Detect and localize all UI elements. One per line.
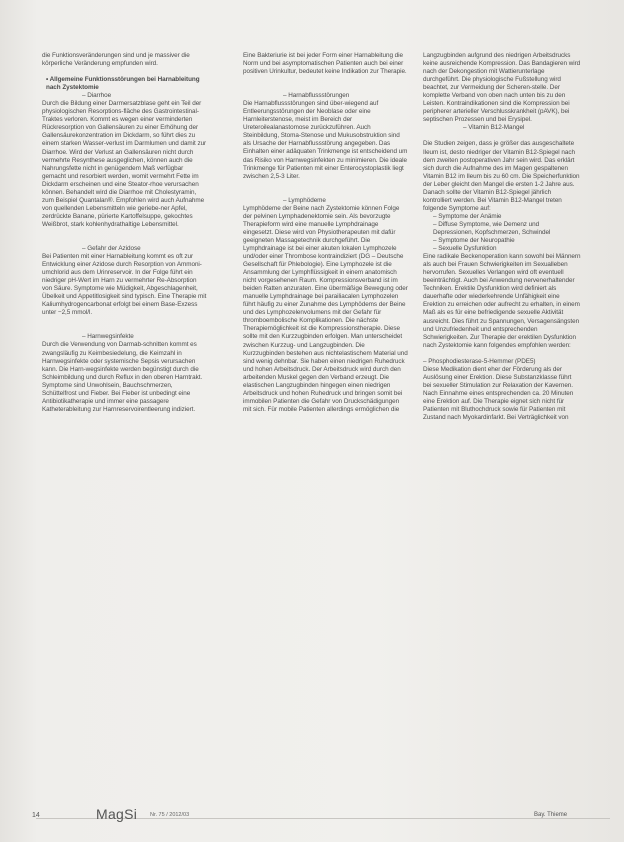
list-item: – Diffuse Symptome, wie Demenz und Depressionen, Kopfschmerzen, Schwindel xyxy=(433,220,551,236)
list-item: – Symptome der Anämie xyxy=(433,212,502,220)
column-middle xyxy=(243,52,408,414)
footer-source: Bay. Thieme xyxy=(534,812,568,818)
paragraph-sexual: Eine radikale Beckenoperation kann sowohl bei Männern als auch bei Frauen Schwierigkeiten im Sexualleben hervorrufen. Sexuelles Verlangen wird oft eventuell beeinträchtigt. Auch bei Anwendung nervenerhaltender Techniken. Erektile Dysfunktion wird definiert als dauerhafte oder wiederkehrende Unfähigkeit eine Erektion zu erreichen oder aufrecht zu erhalten, in einem Maß als es für eine befriedigende sexuelle Aktivität ausreicht. Dies führt zu Spannungen, Versagensängsten und Unzufriedenheit und entsprechenden Schwierigkeiten. Zur Therapie der erektilen Dysfunktion nach Zystektomie kann folgendes empfohlen werden: xyxy=(423,253,581,349)
paragraph-langzug: Langzugbinden aufgrund des niedrigen Arbeitsdrucks keine ausreichende Kompression. Das Bandagieren wird nach der Dekongestion mit Wattierunterlage durchgeführt. Die physiologische Fußstellung wird beachtet, zur Vermeidung der Scheren-stelle. Der komplette Verband von oben nach unten bis zu den Leisten. Kontraindikationen sind die Kompression bei peripherer arterieller Verschlusskrankheit (pAVK), bei septischen Prozessen und bei Erysipel. xyxy=(423,52,581,124)
paragraph-vitamin: Die Studien zeigen, dass je größer das ausgeschaltete Ileum ist, desto niedriger der Vitamin B12-Spiegel nach dem zweiten postoperativen Jahr sein wird. Das erklärt sich durch die Aufnahme des im Magen gespaltenen Vitamin B12 im Ileum bis zu 60 cm. Die Speicherfunktion der Leber gleicht den Mangel die ersten 1-2 Jahre aus. Danach sollte der Vitamin B12-Spiegel jährlich kontrolliert werden. Bei Vitamin B12-Mangel treten folgende Symptome auf: xyxy=(423,140,580,212)
issue-info: Nr. 75 / 2012/03 xyxy=(150,812,190,818)
section-heading: • Allgemeine Funktionsstörungen bei Harnableitung nach Zystektomie xyxy=(46,76,200,92)
paragraph-harnwegsinfekte: Durch die Verwendung von Darmab-schnitten kommt es zwangsläufig zu Keimbesiedelung, die Keimzahl in Harnwegsinfekte oder systemische Sepsis verursachen kann. Die Harn-wegsinfekte werden begünstigt durch die Schleimbildung und durch Reflux in den oberen Harntrakt. Symptome sind Unwohlsein, Bauchschmerzen, Schüttelfrost und Fieber. Bei Fieber ist unbedingt eine Antibiotikatherapie und immer eine passagere Katheterableitung zur Harnreservoirentleerung indiziert. xyxy=(42,341,203,413)
column-left xyxy=(42,52,207,414)
subheading-pde: – Phosphodiesterase-5-Hemmer (PDE5) xyxy=(423,357,536,365)
magazine-title: MagSi xyxy=(96,806,138,822)
subheading-lymphoedeme: – Lymphödeme xyxy=(283,196,326,204)
subheading-azidose: – Gefahr der Azidose xyxy=(82,244,141,252)
list-item: – Symptome der Neuropathie xyxy=(433,237,515,245)
paragraph-pde: Diese Medikation dient eher der Förderung als der Auslösung einer Erektion. Diese Substanzklasse führt bei sexueller Stimulation zur Relaxation der Kavernen. Nach Einnahme eines entsprechenden ca. 20 Minuten eine Erektion auf. Die Therapie eignet sich nicht für Patienten mit Bluthochdruck sowie für Patienten mit Zustand nach Myokardinfarkt. Bei Verträglichkeit von xyxy=(423,365,574,422)
paragraph-diarrhoe: Durch die Bildung einer Darmersatzblase geht ein Teil der physiologischen Resorptions-fläche des Gastrointestinal-Traktes verloren. Kommt es wegen einer verminderten Rückresorption von Gallensäuren zu einer Erhöhung der Gallensäurekonzentration im Dickdarm, so führt dies zu einem starken Wasser-verlust im Darmlumen und damit zur Diarrhoe. Wird der Verlust an Gallensäuren nicht durch vermehrte Resynthese ausgeglichen, können auch die Nahrungsfette nicht in genügendem Maß verfügbar gemacht und resorbiert werden, womit vermehrt Fette im Dickdarm erscheinen und eine Steator-rhoe verursachen können. Behandelt wird die Diarrhoe mit Cholestyramin, zum Beispiel Quantalan®. Empfohlen wird auch Aufnahme von quellenden Lebensmitteln wie geriebe-ner Apfel, zerdrückte Banane, pürierte Kartoffelsuppe, gekochtes Weißbrot, stark kohlenhydrathaltige Lebensmittel. xyxy=(42,100,207,228)
column-right xyxy=(423,52,581,422)
paragraph-lymphoedeme: Lymphödeme der Beine nach Zystektomie können Folge der pelvinen Lymphadenektomie sein. Als bevorzugte Therapieform wird eine manuelle Lymphdrainage eingesetzt. Diese wird von Physiotherapeuten mit dafür geeigneten Massagetechnik durchgeführt. Die Lymphdrainage ist bei einer akuten lokalen Lymphozele und/oder einer Thrombose kontraindiziert (DG – Deutsche Gesellschaft für Phlebologie). Eine Lymphozele ist die Ansammlung der Lymphflüssigkeit in einem anatomisch nicht vorgesehenen Raum. Kompressionsverband ist im beiden Ratten anzuraten. Eine übermäßige Bewegung oder manuelle Lymphdrainage bei parailiacalen Lymphozelen führt häufig zu einer Zunahme des Lymphödems der Beine und des Lymphozelenvolumens mit der Gefahr für thromboembolische Komplikationen. Die nächste Therapiemöglichkeit ist die Kompressionstherapie. Diese sollte mit den Kurzzugbinden erfolgen. Man unterscheidet zwischen Kurzzug- und Langzugbinden. Die Kurzzugbinden bestehen aus nichtelastischem Material und sind wenig dehnbar. Sie haben einen niedrigen Ruhedruck und hohen Arbeitsdruck. Der Arbeitsdruck wird durch den arbeitenden Muskel gegen den Verband erzeugt. Die elastischen Langzugbinden hingegen einen niedrigen Arbeitsdruck und hohen Ruhedruck und bringen somit bei immobilen Patienten die Gefahr von Druckschädigungen mit sich. Für mobile Patienten allerdings ermöglichen die xyxy=(243,204,408,413)
paragraph-azidose: Bei Patienten mit einer Harnableitung kommt es oft zur Entwicklung einer Azidose durch Resorption von Ammoni-umchlorid aus dem Urinreservoir. In der Folge führt ein niedriger pH-Wert im Harn zu vermehrter Re-Absorption von Säure. Symptome wie Müdigkeit, Abgeschlagenheit, Übelkeit und Appetitlosigkeit sind typisch. Eine Therapie mit Kaliumhydrogencarbonat erfolgt bei einem Base-Exzess unter −2,5 mmol/l. xyxy=(42,253,207,317)
paragraph-intro: die Funktionsveränderungen sind und je massiver die körperliche Veränderung empfunden wird. xyxy=(42,52,190,68)
page-number: 14 xyxy=(32,812,40,819)
subheading-diarrhoe: – Diarrhoe xyxy=(82,92,112,100)
paragraph-harnabfluss: Die Harnabflussstörungen sind über-wiegend auf Entleerungsstörungen der Neoblase oder eine Harnleiterstenose, meist im Bereich der Ureteroilealanastomose zurückzuführen. Auch Steinbildung, Stoma-Stenose und Mukusobstruktion sind als Ursache der Harnabflussstörung angegeben. Das Einhalten einer adäquaten Trinkmenge ist entscheidend um das Risiko von Harnwegsinfekten zu minimieren. Die ideale Trinkmenge für Patienten mit einer Enterocystoplastik liegt zwischen 2,5-3 Liter. xyxy=(243,100,408,180)
list-item: – Sexuelle Dysfunktion xyxy=(433,245,497,253)
subheading-harnabfluss: – Harnabflussstörungen xyxy=(283,92,350,100)
page-footer xyxy=(0,806,624,826)
paragraph-bakteriurie: Eine Bakteriurie ist bei jeder Form einer Harnableitung die Norm und bei asymptomatischen Patienten auch bei einer positiven Urinkultur, bedeutet keine Indikation zur Therapie. xyxy=(243,52,407,76)
subheading-harnwegsinfekte: – Harnwegsinfekte xyxy=(82,333,134,341)
subheading-vitamin: – Vitamin B12-Mangel xyxy=(463,124,525,132)
